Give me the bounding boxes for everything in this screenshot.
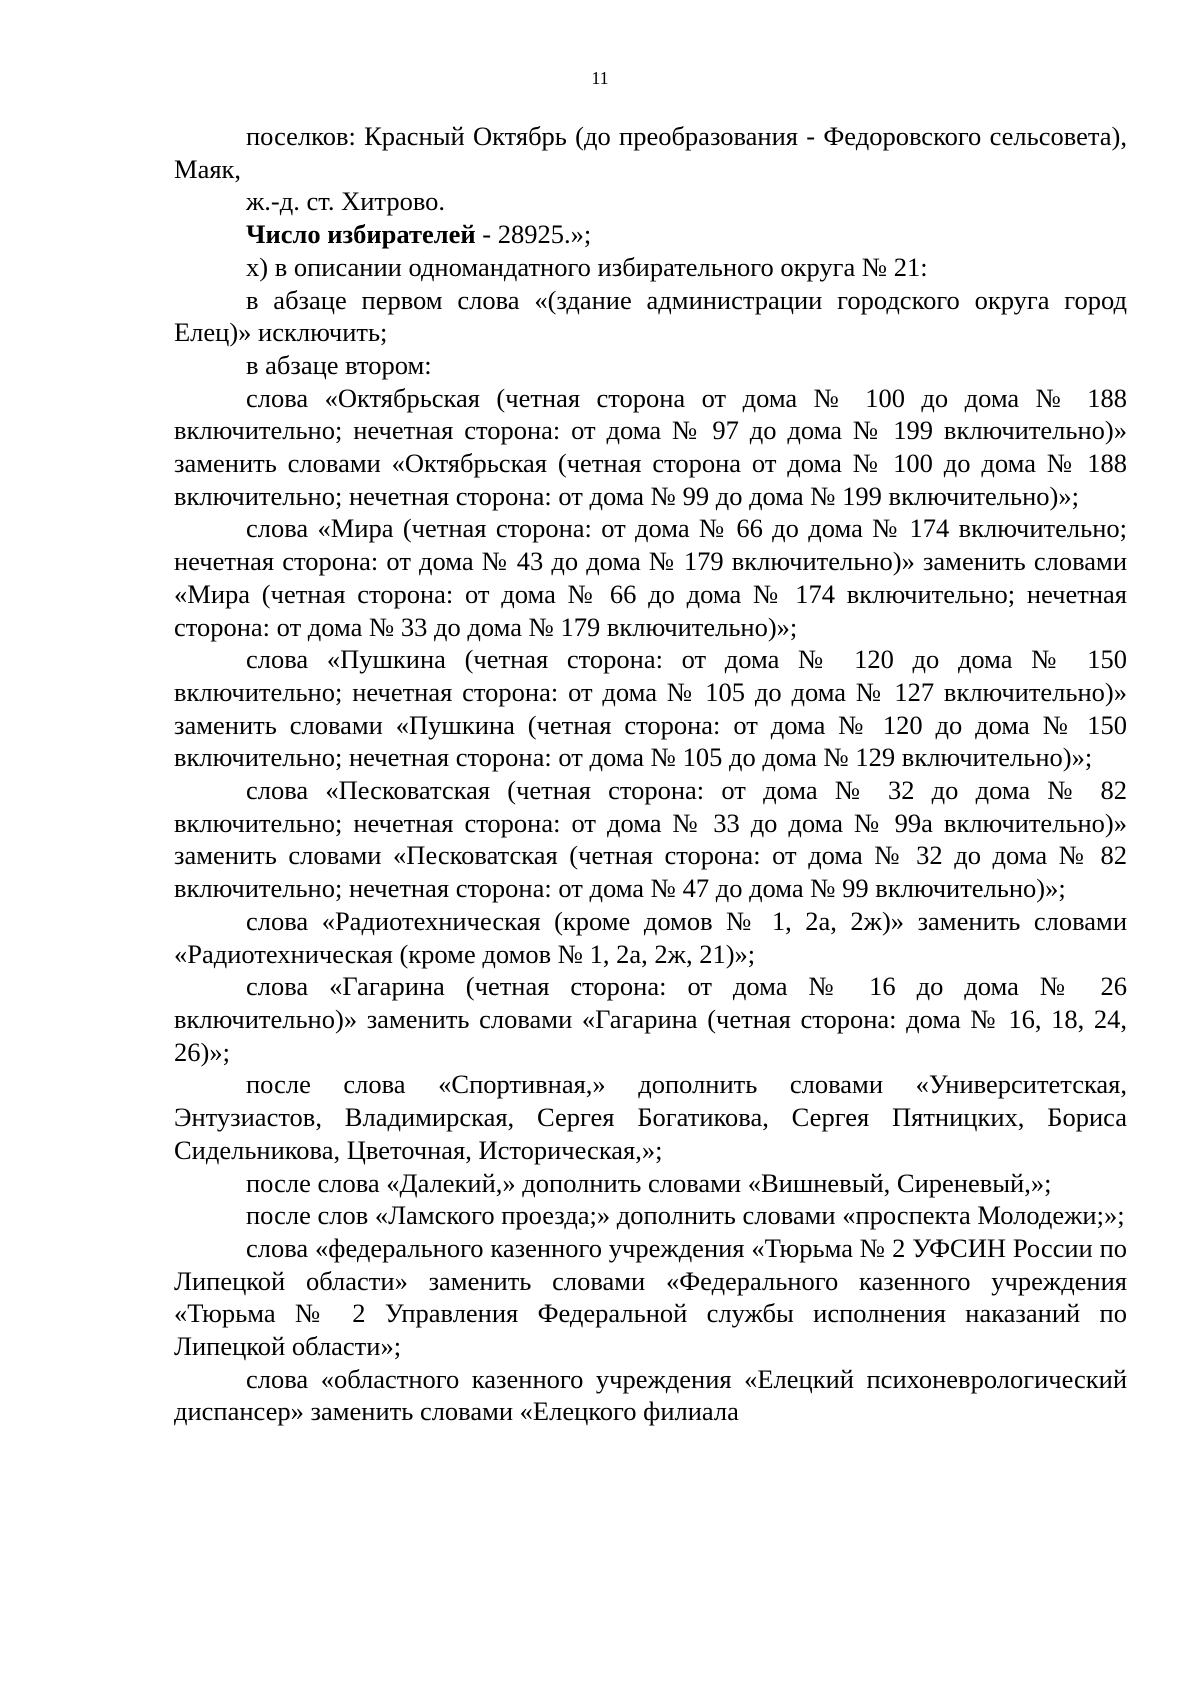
paragraph: слова «Пушкина (четная сторона: от дома № 120 до дома № 150 включительно; нечетная сторона: от дома № 105 до дома № 127 включительно)» заменить словами «Пушкина (четная сторона: от дома № 120 до дома № 150 включительно; нечетная сторона: от дома № 105 до дома № 129 включительно)»;	[174, 644, 1127, 773]
page-number: 11	[591, 68, 609, 88]
paragraph: после слова «Далекий,» дополнить словами «Вишневый, Сиреневый,»;	[246, 1167, 1052, 1198]
paragraph: слова «федерального казенного учреждения «Тюрьма № 2 УФСИН России по Липецкой области» заменить словами «Федерального казенного учреждения «Тюрьма № 2 Управления Федеральной службы исполнения наказаний по Липецкой области»;	[174, 1232, 1127, 1362]
paragraph: слова «Мира (четная сторона: от дома № 66 до дома № 174 включительно; нечетная сторона: от дома № 43 до дома № 179 включительно)» заменить словами «Мира (четная сторона: от дома № 66 до дома № 174 включительно; нечетная сторона: от дома № 33 до дома № 179 включительно)»;	[174, 513, 1127, 642]
paragraph: слова «Октябрьская (четная сторона от дома № 100 до дома № 188 включительно; нечетная сторона: от дома № 97 до дома № 199 включительно)» заменить словами «Октябрьская (четная сторона от дома № 100 до дома № 188 включительно; нечетная сторона: от дома № 99 до дома № 199 включительно)»;	[174, 382, 1127, 511]
paragraph: после слов «Ламского проезда;» дополнить словами «проспекта Молодежи;»;	[246, 1200, 1125, 1231]
voters-count-value: - 28925.»;	[475, 219, 592, 250]
paragraph: слова «областного казенного учреждения «Елецкий психоневрологический диспансер» заменить словами «Елецкого филиала	[174, 1363, 1127, 1427]
voters-count-paragraph	[174, 218, 1127, 251]
paragraph: после слова «Спортивная,» дополнить словами «Университетская, Энтузиастов, Владимирская, Сергея Богатикова, Сергея Пятницких, Бориса Сидельникова, Цветочная, Историческая,»;	[174, 1069, 1127, 1165]
voters-count-label: Число избирателей	[246, 219, 476, 250]
paragraph: в абзаце втором:	[246, 349, 432, 380]
paragraph: слова «Радиотехническая (кроме домов № 1, 2а, 2ж)» заменить словами «Радиотехническая (кроме домов № 1, 2а, 2ж, 21)»;	[174, 905, 1127, 969]
paragraph: слова «Песковатская (четная сторона: от дома № 32 до дома № 82 включительно; нечетная сторона: от дома № 33 до дома № 99а включительно)» заменить словами «Песковатская (четная сторона: от дома № 32 до дома № 82 включительно; нечетная сторона: от дома № 47 до дома № 99 включительно)»;	[174, 775, 1127, 904]
paragraph: ж.-д. ст. Хитрово.	[246, 186, 446, 217]
paragraph: в абзаце первом слова «(здание администрации городского округа город Елец)» исключить;	[174, 284, 1127, 348]
paragraph: х) в описании одномандатного избирательного округа № 21:	[246, 251, 928, 282]
paragraph: слова «Гагарина (четная сторона: от дома № 16 до дома № 26 включительно)» заменить словами «Гагарина (четная сторона: дома № 16, 18, 24, 26)»;	[174, 971, 1127, 1067]
document-body	[174, 120, 1127, 1428]
paragraph: поселков: Красный Октябрь (до преобразования - Федоровского сельсовета), Маяк,	[174, 121, 1127, 184]
